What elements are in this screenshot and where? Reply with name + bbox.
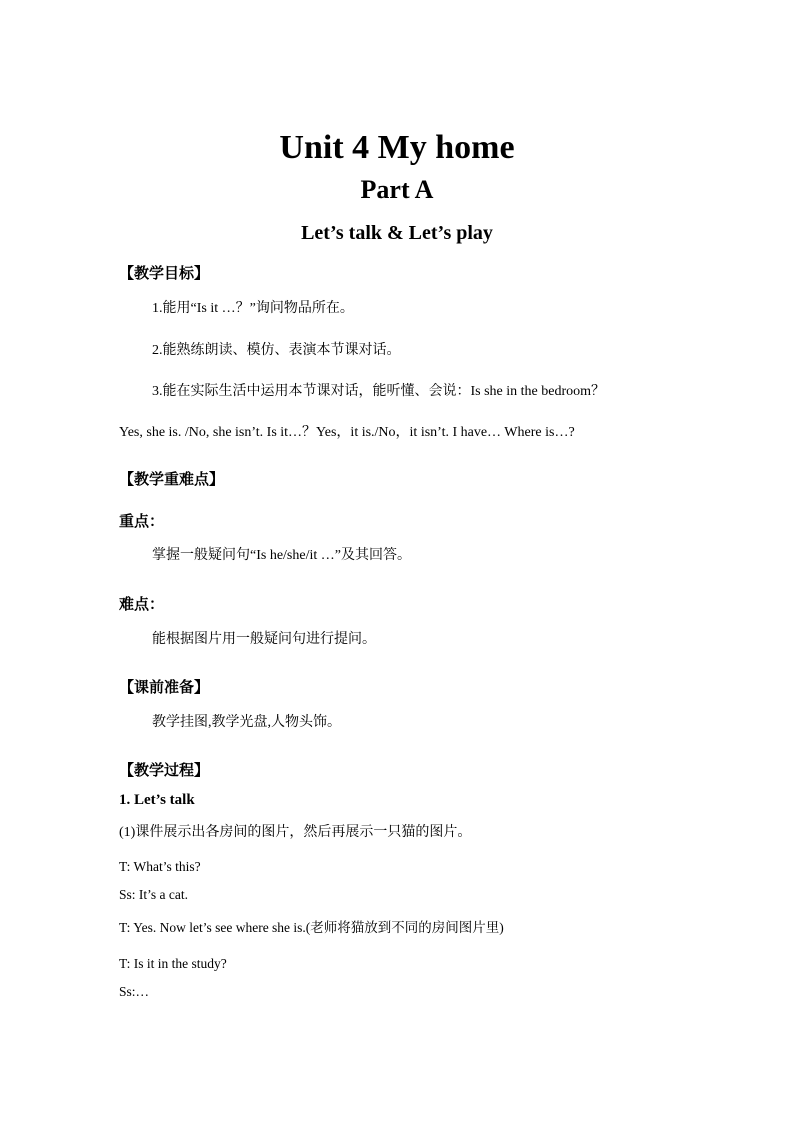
key-point-label: 重点： [119, 514, 165, 530]
difficulty-label: 难点： [119, 597, 165, 613]
key-point-text: 掌握一般疑问句“Is he/she/it …”及其回答。 [152, 548, 411, 563]
dialogue-line-3: T: Yes. Now let’s see where she is.(老师将猫放到不同的房间图片里) [119, 920, 504, 935]
objective-2: 2.能熟练朗读、模仿、表演本节课对话。 [152, 343, 401, 358]
section-heading-process: 【教学过程】 [119, 763, 210, 779]
objective-3-continued: Yes, she is. /No, she isn’t. Is it…？Yes，it is./No，it isn’t. I have… Where is…? [119, 425, 575, 440]
section-heading-objectives: 【教学目标】 [119, 266, 210, 282]
step-1-item-1: (1)课件展示出各房间的图片，然后再展示一只猫的图片。 [119, 825, 472, 840]
dialogue-line-5: Ss:… [119, 984, 150, 999]
dialogue-line-2: Ss: It’s a cat. [119, 887, 188, 902]
document-subtitle: Part A [360, 175, 434, 204]
preparation-text: 教学挂图,教学光盘,人物头饰。 [152, 715, 341, 730]
difficulty-text: 能根据图片用一般疑问句进行提问。 [152, 632, 376, 647]
document-title: Unit 4 My home [279, 129, 515, 166]
objective-3: 3.能在实际生活中运用本节课对话，能听懂、会说：Is she in the bedroom？ [152, 384, 606, 399]
dialogue-line-1: T: What’s this? [119, 859, 201, 874]
step-1-heading: 1. Let’s talk [119, 792, 195, 808]
section-heading-preparation: 【课前准备】 [119, 680, 210, 696]
section-heading-key-points: 【教学重难点】 [119, 472, 225, 488]
objective-1: 1.能用“Is it …？”询问物品所在。 [152, 301, 354, 316]
lesson-title: Let’s talk & Let’s play [301, 222, 493, 244]
dialogue-line-4: T: Is it in the study? [119, 956, 227, 971]
